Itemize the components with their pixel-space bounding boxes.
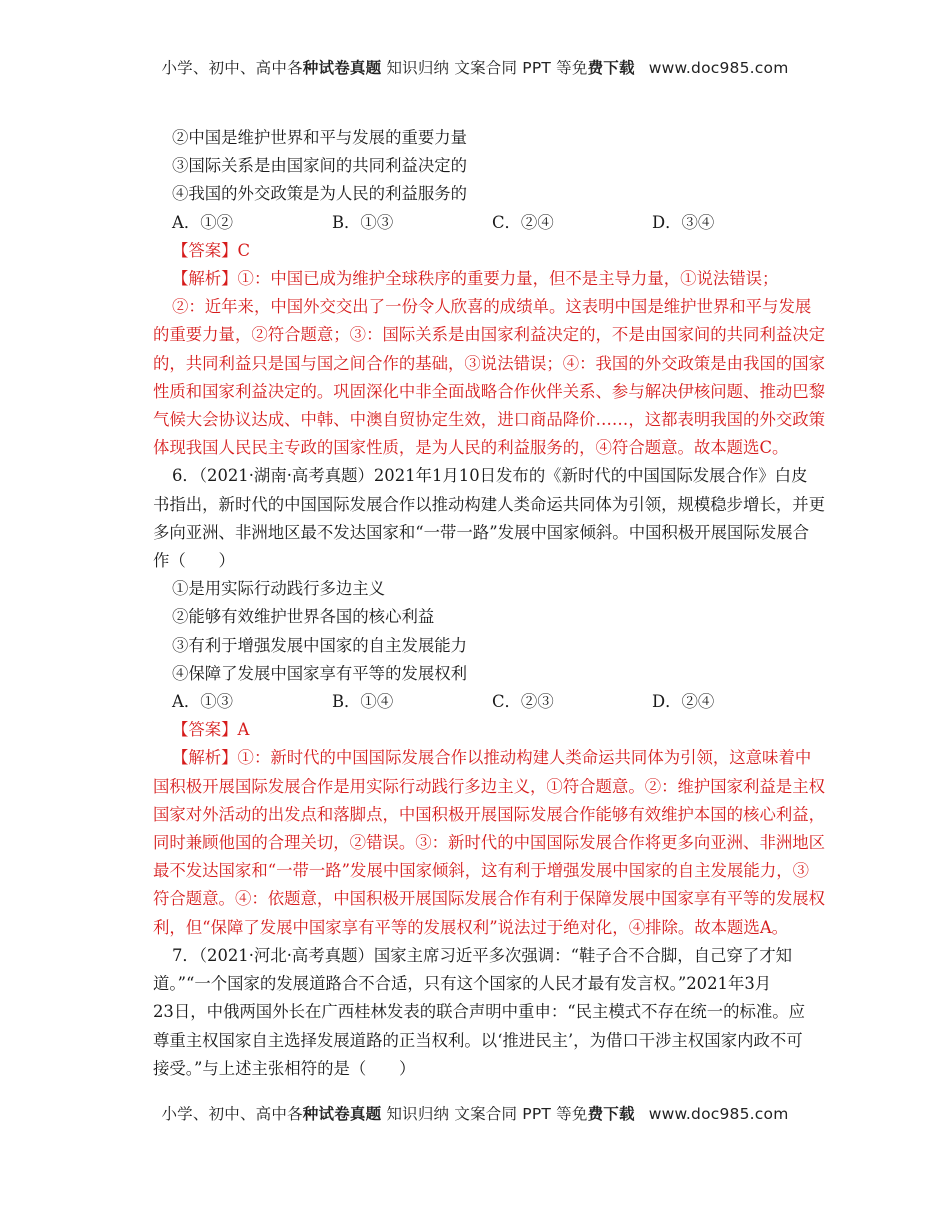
q5-analysis-line: 性质和国家利益决定的。巩固深化中非全面战略合作伙伴关系、参与解决伊核问题、推动巴黎 [153,381,826,401]
q5-options [172,209,812,237]
q6-statement-4: ④保障了发展中国家享有平等的发展权利 [172,663,468,683]
question-6 [153,462,826,941]
footer-text-2: 知识归纳 文案合同 PPT 等免 [381,1105,588,1123]
q5-option-b: B．①③ [332,212,394,232]
q6-answer: 【答案】A [172,720,250,740]
q7-stem-line: 接受。”与上述主张相符的是（ ） [153,1058,416,1078]
footer-bold-1: 种试卷真题 [302,1105,382,1123]
q6-options [172,688,812,716]
q5-statement-list [172,124,812,209]
q6-analysis-line: 国家对外活动的出发点和落脚点，中国积极开展国际发展合作能够有效维护本国的核心利益， [153,804,826,824]
q6-analysis [153,744,826,941]
footer-url[interactable]: www.doc985.com [648,1105,789,1123]
q6-stem-line: 作（ ） [153,551,235,571]
header-banner [0,56,950,78]
q6-option-c: C．②③ [492,692,554,712]
q5-analysis-line: 的重要力量，②符合题意；③：国际关系是由国家利益决定的，不是由国家间的共同利益决定 [153,325,826,345]
page-content [153,124,826,1083]
q6-option-d: D．②④ [652,692,715,712]
q6-stem-line: 6．（2021·湖南·高考真题）2021年1月10日发布的《新时代的中国国际发展合作》白皮 [172,466,808,486]
q5-statement-3: ③国际关系是由国家间的共同利益决定的 [172,156,468,176]
q6-analysis-line: 利，但“保障了发展中国家享有平等的发展权利”说法过于绝对化，④排除。故本题选A。 [153,917,789,937]
footer-banner [0,1102,950,1124]
q6-analysis-line: 同时兼顾他国的合理关切，②错误。③：新时代的中国国际发展合作将更多向亚洲、非洲地区 [153,833,826,853]
q5-statement-2: ②中国是维护世界和平与发展的重要力量 [172,128,468,147]
q6-statement-3: ③有利于增强发展中国家的自主发展能力 [172,635,468,655]
question-7 [153,942,812,1083]
q6-option-a: A．①③ [172,692,234,712]
q6-statement-2: ②能够有效维护世界各国的核心利益 [172,607,435,627]
q6-analysis-line: 最不发达国家和“一带一路”发展中国家倾斜，这有利于增强发展中国家的自主发展能力，③ [153,861,809,881]
q5-option-a: A．①② [172,212,234,232]
q6-analysis-line: 符合题意。④：依题意，中国积极开展国际发展合作有利于保障发展中国家享有平等的发展权 [153,889,826,909]
q6-stem-line: 书指出，新时代的中国国际发展合作以推动构建人类命运共同体为引领，规模稳步增长，并更 [153,494,826,514]
q7-stem-line: 23日，中俄两国外长在广西桂林发表的联合声明中重申：“民主模式不存在统一的标准。应 [153,1002,806,1022]
q5-answer: 【答案】C [172,240,251,260]
q5-statement-4: ④我国的外交政策是为人民的利益服务的 [172,184,468,204]
q7-stem-line: 尊重主权国家自主选择发展道路的正当权利。以‘推进民主’，为借口干涉主权国家内政不可 [153,1030,803,1050]
header-text-2: 知识归纳 文案合同 PPT 等免 [381,59,588,77]
q6-analysis-line: 【解析】①：新时代的中国国际发展合作以推动构建人类命运共同体为引领，这意味着中 [172,748,812,768]
q5-analysis-line: ②：近年来，中国外交交出了一份令人欣喜的成绩单。这表明中国是维护世界和平与发展 [172,297,812,317]
footer-bold-2: 费下载 [587,1105,635,1123]
q5-analysis-line: 【解析】①：中国已成为维护全球秩序的重要力量，但不是主导力量，①说法错误； [172,269,779,289]
q7-stem-line: 道。”“一个国家的发展道路合不合适，只有这个国家的人民才最有发言权。”2021年3月 [153,974,772,994]
q5-analysis-line: 体现我国人民民主专政的国家性质，是为人民的利益服务的，④符合题意。故本题选C。 [153,438,789,458]
q5-analysis-line: 的，共同利益只是国与国之间合作的基础，③说法错误；④：我国的外交政策是由我国的国家 [153,353,826,373]
header-bold-2: 费下载 [587,59,635,77]
q5-option-c: C．②④ [492,212,554,232]
q6-statement-1: ①是用实际行动践行多边主义 [172,579,386,599]
header-text-1: 小学、初中、高中各 [161,59,303,77]
q5-analysis-line: 气候大会协议达成、中韩、中澳自贸协定生效，进口商品降价……，这都表明我国的外交政策 [153,410,826,430]
header-bold-1: 种试卷真题 [302,59,382,77]
q6-stem-line: 多向亚洲、非洲地区最不发达国家和“一带一路”发展中国家倾斜。中国积极开展国际发展合 [153,522,809,542]
q5-option-d: D．③④ [652,212,715,232]
footer-text-1: 小学、初中、高中各 [161,1105,303,1123]
q6-analysis-line: 国积极开展国际发展合作是用实际行动践行多边主义，①符合题意。②：维护国家利益是主权 [153,776,826,796]
q7-stem-line: 7．（2021·河北·高考真题）国家主席习近平多次强调：“鞋子合不合脚，自己穿了才知 [172,945,793,965]
header-url[interactable]: www.doc985.com [648,59,789,77]
q6-option-b: B．①④ [332,692,394,712]
q5-analysis [153,265,826,462]
